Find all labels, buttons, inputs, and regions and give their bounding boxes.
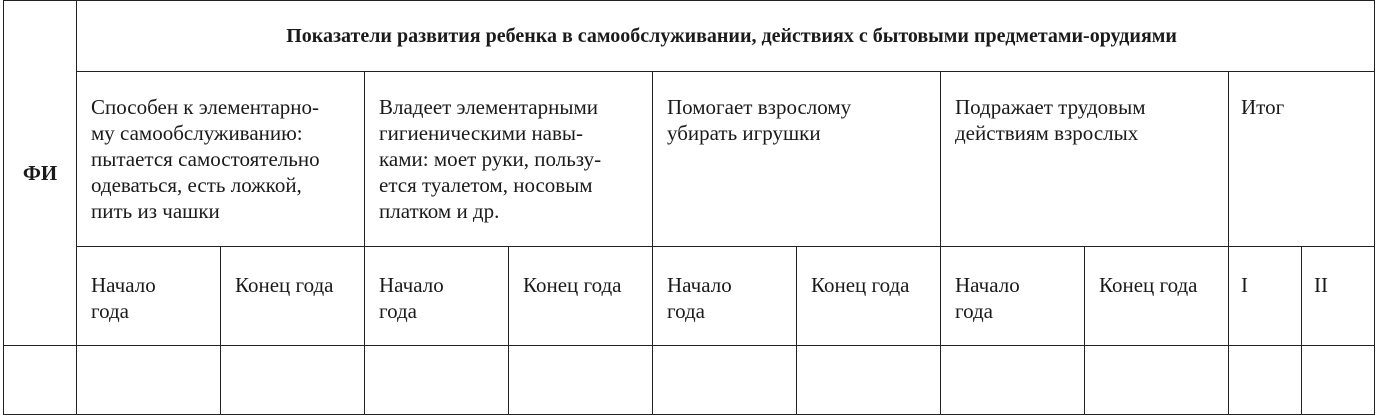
period-end-2: Конец года bbox=[523, 273, 622, 297]
period-cell bbox=[509, 247, 653, 346]
period-cell bbox=[365, 247, 509, 346]
empty-cell bbox=[221, 346, 365, 415]
period-cell bbox=[221, 247, 365, 346]
period-start-3: Начало года bbox=[667, 273, 732, 323]
table-row bbox=[4, 346, 1375, 415]
period-start-1: Начало года bbox=[91, 273, 156, 323]
category-cell-self-care bbox=[77, 72, 365, 247]
itog-period-2: II bbox=[1314, 273, 1328, 297]
category-cell-imitate-work bbox=[941, 72, 1229, 247]
category-hygiene: Владеет элементарными гигиеническими навы- ками: моет руки, пользу- ется туалетом, носовым платком и др. bbox=[379, 95, 602, 223]
empty-cell bbox=[1085, 346, 1229, 415]
empty-cell bbox=[77, 346, 221, 415]
empty-cell bbox=[653, 346, 797, 415]
fi-header-cell bbox=[4, 1, 77, 346]
period-start-2: Начало года bbox=[379, 273, 444, 323]
empty-cell bbox=[797, 346, 941, 415]
period-cell bbox=[653, 247, 797, 346]
period-end-3: Конец года bbox=[811, 273, 910, 297]
period-end-4: Конец года bbox=[1099, 273, 1198, 297]
table-title-cell bbox=[77, 1, 1375, 72]
empty-cell bbox=[941, 346, 1085, 415]
period-cell bbox=[797, 247, 941, 346]
empty-cell bbox=[1229, 346, 1302, 415]
period-cell bbox=[77, 247, 221, 346]
category-cell-tidy-toys bbox=[653, 72, 941, 247]
period-row bbox=[4, 247, 1375, 346]
empty-cell bbox=[365, 346, 509, 415]
category-itog: Итог bbox=[1241, 95, 1285, 119]
empty-cell bbox=[509, 346, 653, 415]
period-cell bbox=[1085, 247, 1229, 346]
period-end-1: Конец года bbox=[235, 273, 334, 297]
empty-cell bbox=[1302, 346, 1375, 415]
category-cell-hygiene bbox=[365, 72, 653, 247]
empty-cell bbox=[4, 346, 77, 415]
table-title: Показатели развития ребенка в самообслуживании, действиях с бытовыми предметами-орудиями bbox=[286, 25, 1177, 47]
fi-header: ФИ bbox=[22, 161, 58, 185]
category-row bbox=[4, 72, 1375, 247]
assessment-table bbox=[3, 0, 1375, 415]
category-cell-itog bbox=[1229, 72, 1375, 247]
period-start-4: Начало года bbox=[955, 273, 1020, 323]
category-imitate-work: Подражает трудовым действиям взрослых bbox=[955, 95, 1146, 145]
period-cell bbox=[941, 247, 1085, 346]
title-row bbox=[4, 1, 1375, 72]
itog-period-1: I bbox=[1241, 273, 1248, 297]
category-self-care: Способен к элементарно- му самообслуживанию: пытается самостоятельно одеваться, есть ложкой, пить из чашки bbox=[91, 95, 320, 223]
category-tidy-toys: Помогает взрослому убирать игрушки bbox=[667, 95, 852, 145]
period-cell bbox=[1302, 247, 1375, 346]
period-cell bbox=[1229, 247, 1302, 346]
